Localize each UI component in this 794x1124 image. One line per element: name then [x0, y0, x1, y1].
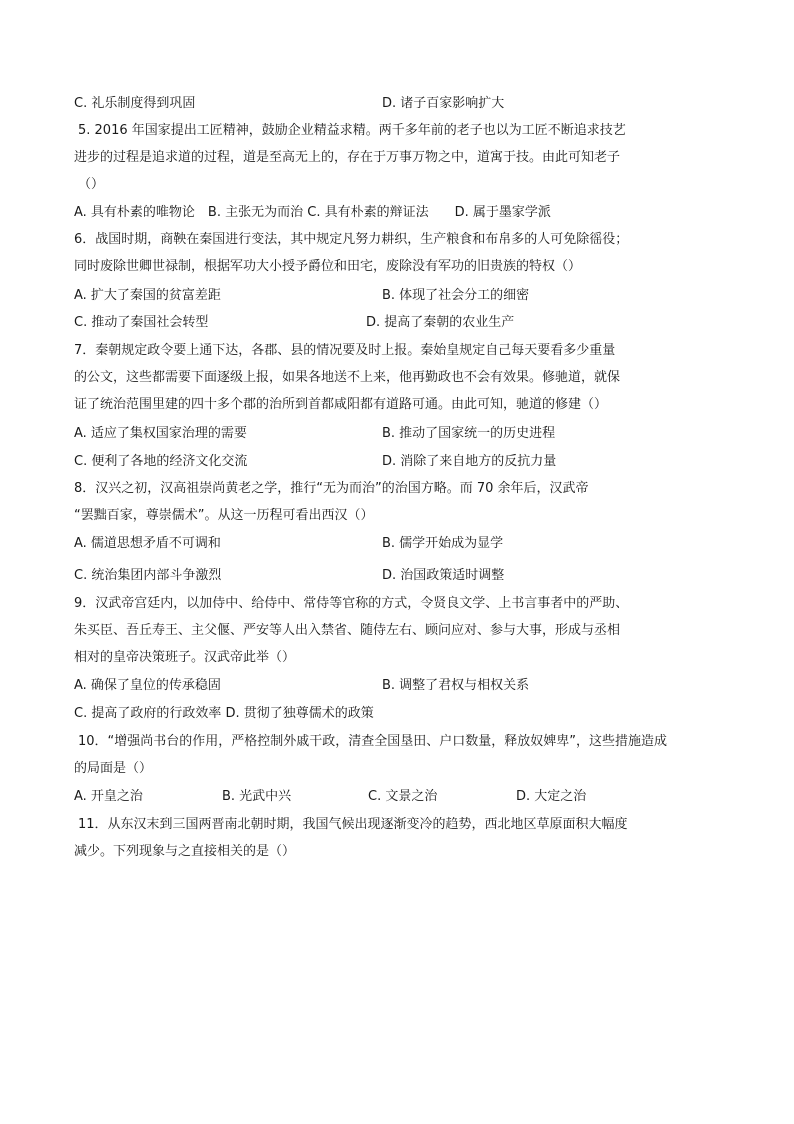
- answer-option: A. 适应了集权国家治理的需要: [74, 426, 247, 441]
- text-line: 同时废除世卿世禄制，根据军功大小授予爵位和田宅，废除没有军功的旧贵族的特权（）: [74, 259, 582, 274]
- answer-option: B. 推动了国家统一的历史进程: [382, 426, 556, 441]
- text-line: [74, 95, 714, 113]
- text-line: 5. 2016 年国家提出工匠精神，鼓励企业精益求精。两千多年前的老子也以为工匠不断追求技艺: [78, 123, 626, 138]
- answer-option: A. 儒道思想矛盾不可调和: [74, 536, 221, 551]
- answer-option: C. 推动了秦国社会转型: [74, 315, 209, 330]
- text-line: “罢黜百家，尊崇儒术”。从这一历程可看出西汉（）: [74, 508, 374, 523]
- answer-option: A. 确保了皇位的传承稳固: [74, 678, 221, 693]
- text-line: 6．战国时期，商鞅在秦国进行变法，其中规定凡努力耕织，生产粮食和布帛多的人可免除徭役；: [74, 232, 629, 247]
- answer-option: C. 统治集团内部斗争激烈: [74, 568, 222, 583]
- text-line: 11．从东汉末到三国两晋南北朝时期，我国气候出现逐渐变冷的趋势，西北地区草原面积大幅度: [78, 817, 628, 832]
- text-line: 进步的过程是追求道的过程，道是至高无上的，存在于万事万物之中，道寓于技。由此可知老子: [74, 150, 621, 165]
- answer-option: D. 诸子百家影响扩大: [382, 96, 505, 111]
- text-line: [74, 453, 714, 471]
- answer-option: A. 开皇之治: [74, 789, 143, 804]
- answer-option: D. 大定之治: [516, 789, 587, 804]
- text-line: 的公文，这些都需要下面逐级上报，如果各地送不上来，他再勤政也不会有效果。修驰道，就保: [74, 370, 621, 385]
- answer-option: C. 礼乐制度得到巩固: [74, 96, 196, 111]
- text-line: [74, 287, 714, 305]
- text-line: [74, 425, 714, 443]
- text-line: 朱买臣、吾丘寿王、主父偃、严安等人出入禁省、随侍左右、顾问应对、参与大事，形成与丞相: [74, 623, 621, 638]
- text-line: [74, 677, 714, 695]
- text-line: [74, 567, 714, 585]
- answer-option: A. 扩大了秦国的贫富差距: [74, 288, 221, 303]
- text-line: 减少。下列现象与之直接相关的是（）: [74, 844, 296, 859]
- text-line: C. 提高了政府的行政效率 D. 贯彻了独尊儒术的政策: [74, 706, 374, 721]
- text-line: A. 具有朴素的唯物论 B. 主张无为而治 C. 具有朴素的辩证法 D. 属于墨家学派: [74, 205, 551, 220]
- answer-option: D. 治国政策适时调整: [382, 568, 505, 583]
- answer-option: B. 儒学开始成为显学: [382, 536, 504, 551]
- answer-option: B. 体现了社会分工的细密: [382, 288, 530, 303]
- text-line: 9．汉武帝宫廷内，以加侍中、给侍中、常侍等官称的方式，令贤良文学、上书言事者中的严助、: [74, 596, 629, 611]
- answer-option: C. 便利了各地的经济文化交流: [74, 454, 248, 469]
- text-line: [74, 314, 714, 332]
- answer-option: C. 文景之治: [368, 789, 438, 804]
- text-line: 10．“增强尚书台的作用，严格控制外戚干政，清查全国垦田、户口数量，释放奴婢卑”，这些措施造成: [78, 734, 668, 749]
- text-line: 相对的皇帝决策班子。汉武帝此举（）: [74, 650, 296, 665]
- text-line: 7．秦朝规定政令要上通下达，各郡、县的情况要及时上报。秦始皇规定自己每天要看多少重量: [74, 343, 616, 358]
- text-line: 的局面是（）: [74, 761, 153, 776]
- answer-option: D. 消除了来自地方的反抗力量: [382, 454, 557, 469]
- answer-option: B. 光武中兴: [222, 789, 292, 804]
- answer-option: D. 提高了秦朝的农业生产: [366, 315, 515, 330]
- text-line: [74, 788, 714, 806]
- text-line: [74, 535, 714, 553]
- text-line: （）: [78, 177, 105, 192]
- text-line: 证了统治范围里建的四十多个郡的治所到首都咸阳都有道路可通。由此可知，驰道的修建（）: [74, 397, 608, 412]
- text-line: 8．汉兴之初，汉高祖崇尚黄老之学，推行“无为而治”的治国方略。而 70 余年后，汉武帝: [74, 481, 589, 496]
- answer-option: B. 调整了君权与相权关系: [382, 678, 530, 693]
